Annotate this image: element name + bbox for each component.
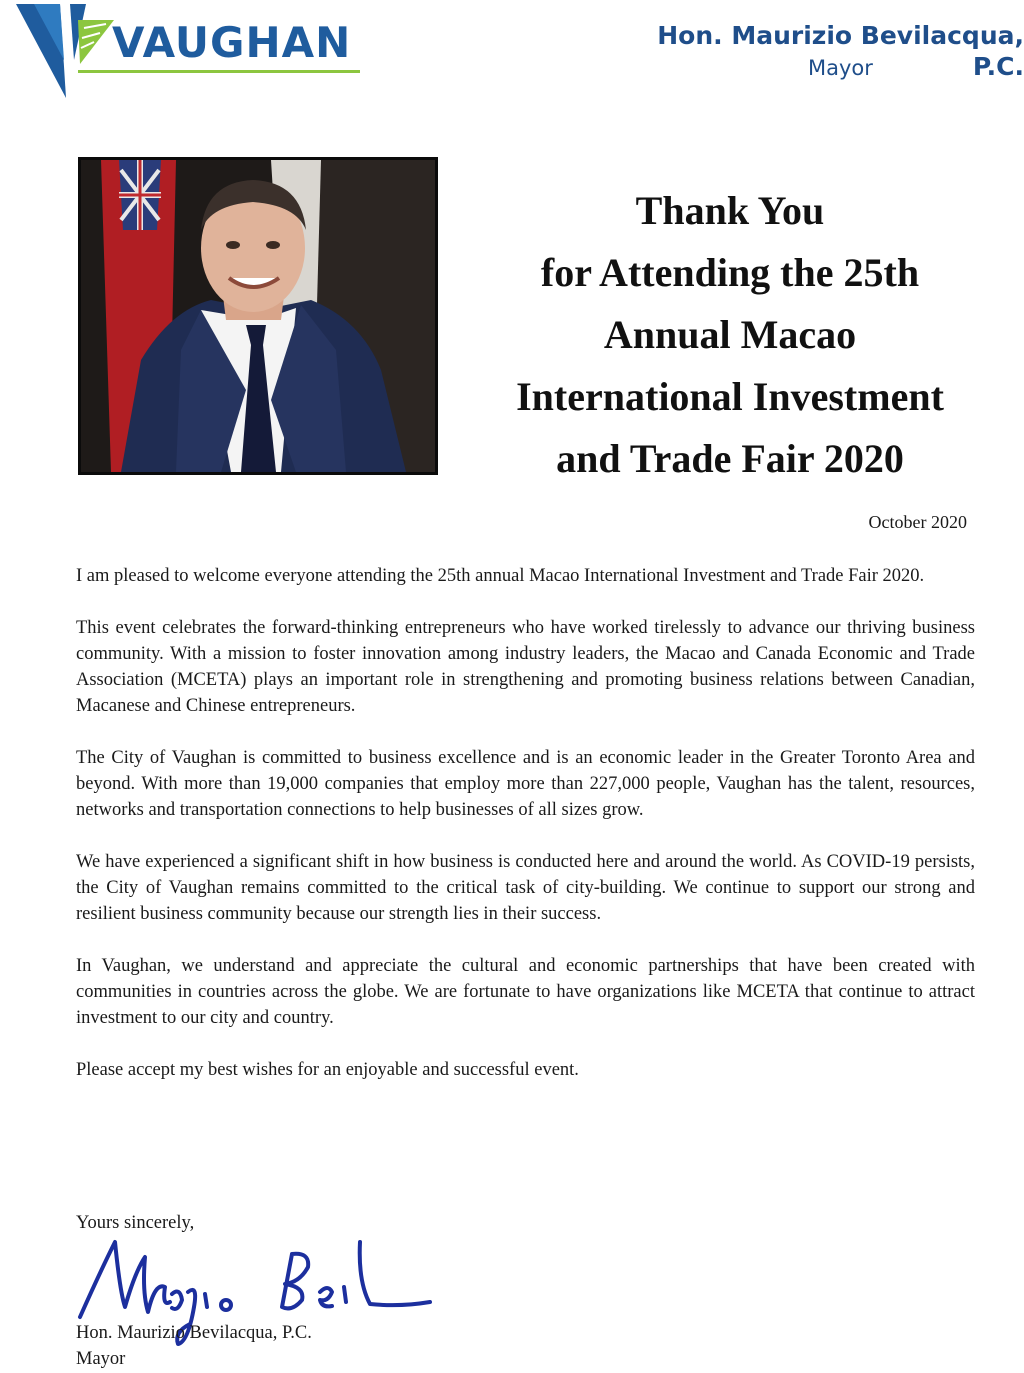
letter-date: October 2020 (868, 512, 967, 532)
title-line: International Investment (516, 374, 944, 419)
logo-wordmark: VAUGHAN (112, 18, 352, 67)
letter-closing: Yours sincerely, (76, 1213, 195, 1233)
page-title (460, 180, 1000, 490)
title-line: and Trade Fair 2020 (556, 436, 904, 481)
signature-name: Hon. Maurizio Bevilacqua, P.C. (76, 1323, 312, 1343)
title-line: Thank You (635, 188, 825, 233)
letter-body (76, 563, 975, 1109)
mayor-header-name: Hon. Maurizio Bevilacqua, P.C. (657, 21, 1024, 82)
logo-underline (78, 70, 360, 73)
title-line: Annual Macao (603, 312, 857, 357)
body-paragraph: The City of Vaughan is committed to business excellence and is an economic leader in the Greater Toronto Area and beyond. With more than 19,000 companies that employ more than 227,000 people, Vaughan has the talent, resources, networks and transportation connections to help businesses of all sizes grow. (76, 748, 975, 820)
body-paragraph: We have experienced a significant shift in how business is conducted here and around the world. As COVID-19 persists, the City of Vaughan remains committed to the critical task of city-building. We continue to support our strong and resilient business community because our strength lies in their success. (76, 852, 975, 924)
vaughan-logo (14, 0, 359, 100)
mayor-header-title: Mayor (808, 56, 873, 80)
body-paragraph: I am pleased to welcome everyone attending the 25th annual Macao International Investment and Trade Fair 2020. (76, 566, 925, 586)
body-paragraph: Please accept my best wishes for an enjoyable and successful event. (76, 1060, 579, 1080)
mayor-portrait (78, 157, 438, 475)
body-paragraph: This event celebrates the forward-thinking entrepreneurs who have worked tirelessly to advance our thriving business community. With a mission to foster innovation among industry leaders, the Macao and Canada Economic and Trade Association (MCETA) plays an important role in strengthening and promoting business relations between Canadian, Macanese and Chinese entrepreneurs. (76, 618, 975, 716)
body-paragraph: In Vaughan, we understand and appreciate the cultural and economic partnerships that have been created with communities in countries across the globe. We are fortunate to have organizations like MCETA that continue to attract investment to our city and country. (76, 956, 975, 1028)
signature-title: Mayor (76, 1349, 126, 1369)
vaughan-logo-mark-icon (14, 0, 124, 100)
title-line: for Attending the 25th (540, 250, 920, 295)
signature-block (76, 1320, 312, 1372)
